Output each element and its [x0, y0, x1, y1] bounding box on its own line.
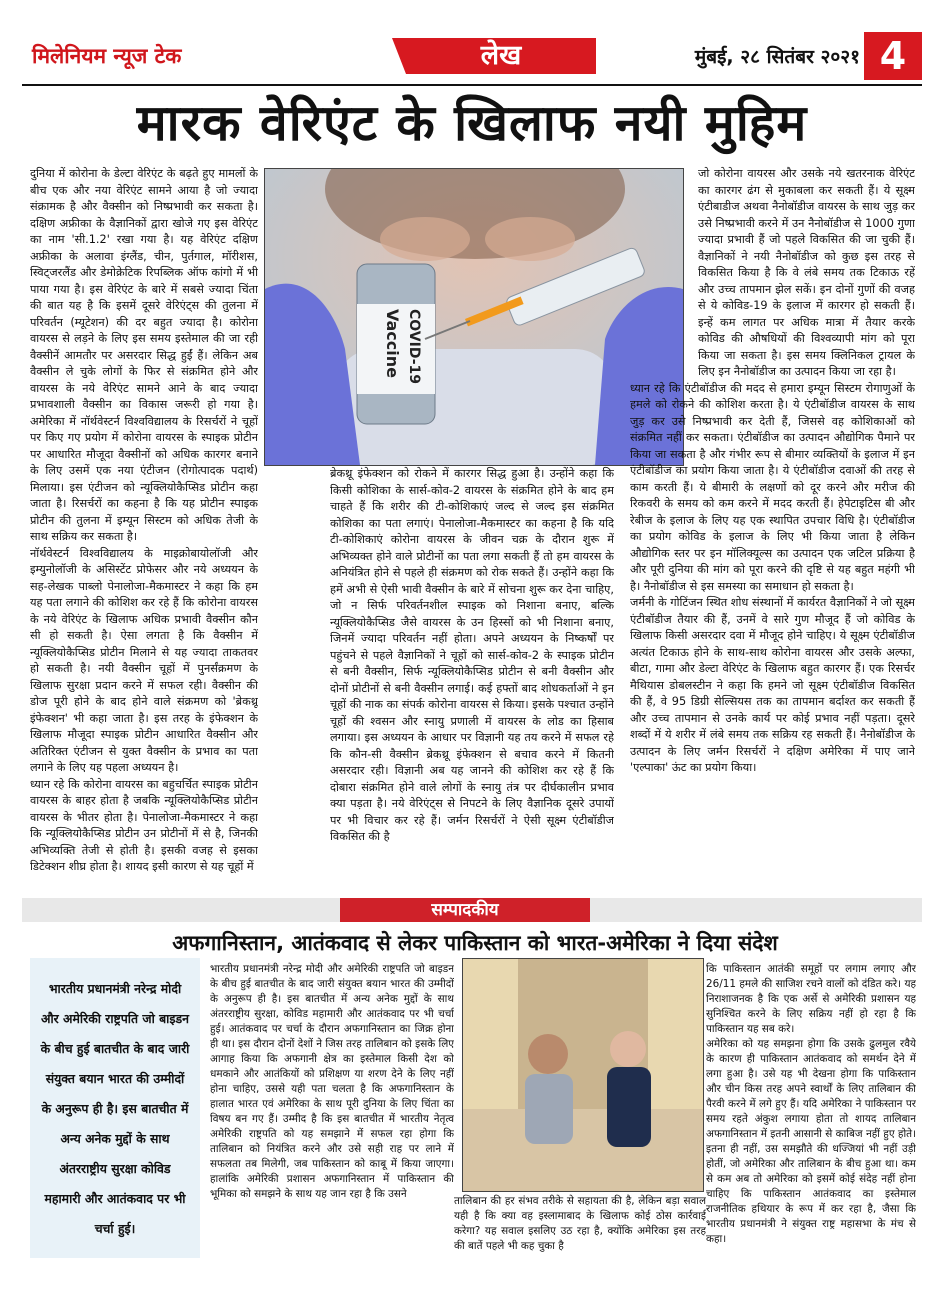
- article-column-1: [30, 166, 258, 888]
- page-number: 4: [864, 32, 922, 80]
- leaders-photo: [462, 958, 704, 1192]
- pull-quote-text: भारतीय प्रधानमंत्री नरेन्द्र मोदी और अमेरिकी राष्ट्रपति जो बाइडन के बीच हुई बातचीत के बाद जारी संयुक्त बयान भारत की उम्मीदों के अनुरूप ही है। इस बातचीत में अन्य अनेक मुद्दों के साथ अंतरराष्ट्रीय सुरक्षा कोविड महामारी और आतंकवाद पर भी चर्चा हुई।: [40, 981, 190, 1236]
- vaccine-photo: [264, 168, 684, 466]
- section-label: लेख: [406, 38, 596, 74]
- article-paragraph: ब्रेकथ्रू इंफेक्शन को रोकने में कारगर सिद्ध हुआ है। उन्होंने कहा कि किसी कोशिका के सार्स-कोव-2 वायरस के संक्रमित होने के बाद हम चाहते हैं कि शरीर की टी-कोशिकाएं जल्द से जल्द इस संक्रमित कोशिका का पता लगाएं। पेनालोजा-मैकमास्टर का कहना है कि यदि टी-कोशिकाएं कोरोना वायरस के जीवन चक्र के दौरान शुरू में अभिव्यक्त होने वाले प्रोटीनों का पता लगा सकती हैं तो हम वायरस के अनियंत्रित होने से पहले ही संक्रमण को रोक सकते हैं। उन्होंने कहा कि हमें अभी से ऐसी भावी वैक्सीन के बारे में सोचना शुरू कर देना चाहिए, जो न सिर्फ परिवर्तनशील स्पाइक को निशाना बनाए, बल्कि न्यूक्लियोकैप्सिड जैसे वायरस के उन हिस्सों को भी निशाना बनाए, जिनमें ज्यादा परिवर्तन नहीं होता। अपने अध्ययन के निष्कर्षों पर पहुंचने से पहले वैज्ञानिकों ने चूहों को सार्स-कोव-2 के स्पाइक प्रोटीन से बनी वैक्सीन, सिर्फ न्यूक्लियोकैप्सिड प्रोटीन से बनी वैक्सीन और दोनों प्रोटीनों से बनी वैक्सीन लगाई। कई हफ्तों बाद शोधकर्ताओं ने इन चूहों की नाक का संपर्क कोरोना वायरस से किया। इसके पश्चात उन्होंने चूहों की श्वसन और स्नायु प्रणाली में वायरस के लोड का हिसाब लगाया। इस अध्ययन के आधार पर विज्ञानी यह तय करने में सफल रहे कि कौन-सी वैक्सीन ब्रेकथ्रू इंफेक्शन से बचाव करने में कितनी असरदार रही। विज्ञानी अब यह जानने की कोशिश कर रहे हैं कि दोबारा संक्रमित होने वाले लोगों के स्नायु तंत्र पर दीर्घकालीन प्रभाव क्या पड़ता है। नये वेरिएंट्स से निपटने के लिए वैज्ञानिक दूसरे उपायों पर भी विचार कर रहे हैं। जर्मन रिसर्चरों ने ऐसी सूक्ष्म एंटीबॉडीज विकसित की है: [330, 467, 614, 843]
- editorial-paragraph: कि पाकिस्तान आतंकी समूहों पर लगाम लगाए और 26/11 हमले की साजिश रचने वालों को दंडित करे। यह निराशाजनक है कि एक अर्से से अमेरिकी प्रशासन यह सुनिश्चित करने के लिए सक्रिय नहीं हो रहा है कि पाकिस्तान यह सब करे।: [706, 963, 916, 1035]
- article-paragraph: ध्यान रहे कि कोरोना वायरस का बहुचर्चित स्पाइक प्रोटीन वायरस के बाहर होता है जबकि न्यूक्लियोकैप्सिड प्रोटीन वायरस के भीतर होता है। पेनालोजा-मैकमास्टर ने कहा कि न्यूक्लियोकैप्सिड प्रोटीन उन प्रोटीनों में से है, जिनकी अभिव्यक्ति तेजी से होती है। इसकी वजह से इसका डिटेक्शन शीघ्र होता है। शायद इसी कारण से यह चूहों में: [30, 777, 258, 873]
- article-paragraph: जर्मनी के गोटिंजन स्थित शोध संस्थानों में कार्यरत वैज्ञानिकों ने जो सूक्ष्म एंटीबॉडीज तैयार की हैं, उनमें वे सारे गुण मौजूद हैं जो कोविड के खिलाफ किसी असरदार दवा में मौजूद होने चाहिए। ये सूक्ष्म एंटीबॉडीज अत्यंत टिकाऊ होने के साथ-साथ कोरोना वायरस और उसके अल्फा, बीटा, गामा और डेल्टा वेरिएंट के खिलाफ बहुत कारगर हैं। एक रिसर्चर मैथियास डोबलस्टीन ने कहा कि हमने जो सूक्ष्म एंटीबॉडीज विकसित की हैं, वे 95 डिग्री सेल्सियस तक का तापमान बर्दाश्त कर सकती हैं और उच्च तापमान से उनके कार्य पर कोई प्रभाव नहीं पड़ता। दूसरे शब्दों में ये शरीर में लंबे समय तक सक्रिय रह सकती हैं। नैनोबॉडीज के उत्पादन के लिए जर्मन रिसर्चरों ने दक्षिण अमेरिका में पाए जाने 'एल्पाका' ऊंट का प्रयोग किया।: [630, 596, 915, 774]
- dateline: मुंबई, २८ सितंबर २०२१: [694, 46, 860, 68]
- editorial-column-1: [210, 962, 454, 1254]
- article-headline: मारक वेरिएंट के खिलाफ नयी मुहिम: [136, 94, 808, 152]
- masthead: [22, 32, 922, 82]
- vaccine-illustration: [265, 169, 683, 465]
- vial-label-covid: COVID-19: [406, 309, 422, 385]
- article-column-3: [630, 166, 915, 888]
- article-paragraph: ध्यान रहे कि एंटीबॉडीज की मदद से हमारा इम्यून सिस्टम रोगाणुओं के हमले को रोकने की कोशिश करता है। ये एंटीबॉडीज वायरस के साथ जुड़ कर उसे निष्प्रभावी कर देती हैं, जिससे वह कोशिकाओं को संक्रमित नहीं कर सकता। एंटीबॉडीज का उत्पादन औद्योगिक पैमाने पर किया जा सकता है और गंभीर रूप से बीमार व्यक्तियों के इलाज में इन एंटीबॉडीज का प्रयोग किया जाता है। ये एंटीबॉडीज दवाओं की तरह से काम करती हैं। ये बीमारी के लक्षणों को दूर करने और मरीज की रिकवरी के समय को कम करने में मदद करती हैं। हेपेटाइटिस बी और रेबीज के इलाज के लिए यह एक स्थापित उपचार विधि है। एंटीबॉडीज का प्रयोग कोविड के इलाज के लिए भी किया जाता है लेकिन औद्योगिक स्तर पर इन मॉलिक्यूल्स का उत्पादन एक जटिल प्रक्रिया है और पूरी दुनिया की मांग को पूरा करने की दृष्टि से यह बहुत महंगी भी है। नैनोबॉडीज से इस समस्या का समाधान हो सकता है।: [630, 381, 915, 593]
- editorial-column-3: [706, 962, 916, 1254]
- article-column-2: [330, 466, 614, 888]
- editorial-headline: अफगानिस्तान, आतंकवाद से लेकर पाकिस्तान को भारत-अमेरिका ने दिया संदेश: [172, 931, 778, 955]
- editorial-paragraph: भारतीय प्रधानमंत्री नरेन्द्र मोदी और अमेरिकी राष्ट्रपति जो बाइडन के बीच हुई बातचीत के बाद जारी संयुक्त बयान भारत की उम्मीदों के अनुरूप ही है। इस बातचीत में अन्य अनेक मुद्दों के साथ अंतरराष्ट्रीय सुरक्षा, कोविड महामारी और आतंकवाद पर भी चर्चा हुई। आतंकवाद पर चर्चा के दौरान अफगानिस्तान का जिक्र होना ही था। इस दौरान दोनों देशों ने जिस तरह तालिबान को इसके लिए आगाह किया कि अफगानी क्षेत्र का इस्तेमाल किसी देश को धमकाने और आतंकियों को प्रशिक्षण या शरण देने के लिए नहीं होना चाहिए, उससे यही पता चलता है कि अफगानिस्तान के हालात भारत एवं अमेरिका के साथ पूरी दुनिया के लिए चिंता का विषय बन गए हैं। उम्मीद है कि इस बातचीत में भारतीय नेतृत्व अमेरिकी राष्ट्रपति को यह समझाने में सफल रहा होगा कि तालिबान को नियंत्रित करने और उसे सही राह पर लाने में सफलता तब मिलेगी, जब पाकिस्तान को काबू में किया जाएगा। हालांकि अमेरिकी प्रशासन अफगानिस्तान में पाकिस्तान की भूमिका को समझने के साथ यह जान रहा है कि उसने: [210, 963, 454, 1200]
- article-paragraph: जो कोरोना वायरस और उसके नये खतरनाक वेरिएंट का कारगर ढंग से मुकाबला कर सकती हैं। ये सूक्ष्म एंटीबाडीज अथवा नैनोबॉडीज वायरस के साथ जुड़ कर उसे निष्प्रभावी करने में उन नैनोबॉडीज से 1000 गुणा ज्यादा प्रभावी हैं जो पहले विकसित की जा चुकी हैं। वैज्ञानिकों ने नयी नैनोबॉडीज को कुछ इस तरह से विकसित किया है कि वे लंबे समय तक टिकाऊ रहें और उच्च तापमान झेल सकें। इन दोनों गुणों की वजह से ये कोविड-19 के इलाज में कारगर हो सकती हैं। इन्हें कम लागत पर अधिक मात्रा में तैयार करके कोविड की औषधियों की विश्वव्यापी मांग को पूरा किया जा सकता है। इस समय क्लिनिकल ट्रायल के लिए इन नैनोबॉडीज का उत्पादन किया जा रहा है।: [698, 167, 915, 378]
- editorial-paragraph: अमेरिका को यह समझना होगा कि उसके ढुलमुल रवैये के कारण ही पाकिस्तान आतंकवाद को समर्थन देने में लगा हुआ है। उसे यह भी देखना होगा कि पाकिस्तान और चीन किस तरह अपने स्वार्थों के लिए तालिबान की पैरवी करने में लगे हुए हैं। यदि अमेरिका ने पाकिस्तान पर समय रहते अंकुश लगाया होता तो शायद तालिबान अफगानिस्तान में इतनी आसानी से काबिज नहीं हुए होते। इतना ही नहीं, उस समझौते की धज्जियां भी नहीं उड़ी होतीं, जो अमेरिका और तालिबान के बीच हुआ था। कम से कम अब तो अमेरिका को इसमें कोई संदेह नहीं होना चाहिए कि पाकिस्तान आतंकवाद का इस्तेमाल राजनीतिक हथियार के रूप में कर रहा है, जैसा कि भारतीय प्रधानमंत्री ने संयुक्त राष्ट्र महासभा के मंच से कहा।: [706, 1038, 916, 1245]
- article-paragraph: नॉर्थवेस्टर्न विश्वविद्यालय के माइक्रोबायोलॉजी और इम्युनोलॉजी के असिस्टेंट प्रोफेसर और नये अध्ययन के सह-लेखक पाब्लो पेनालोजा-मैकमास्टर ने कहा कि हम यह पता लगाने की कोशिश कर रहे हैं कि कोरोना वायरस के नये वेरिएंट के खिलाफ अधिक प्रभावी वैक्सीन कौन सी हो सकती है। ऐसा लगता है कि वैक्सीन में न्यूक्लियोकैप्सिड प्रोटीन मिलाने से यह ज्यादा ताकतवर हो सकती है। नयी वैक्सीन चूहों में पुनर्संक्रमण के खिलाफ सुरक्षा प्रदान करने में सफल रही। वैक्सीन की डोज पूरी होने के बाद होने वाले संक्रमण को 'ब्रेकथ्रू इंफेक्शन' भी कहा जाता है। इस तरह के इंफेक्शन के खिलाफ मौजूदा स्पाइक प्रोटीन आधारित वैक्सीन और अतिरिक्त एंटीजन से युक्त वैक्सीन के प्रभाव का पता लगाने के लिए यह पहला अध्ययन है।: [30, 546, 258, 774]
- editorial-paragraph: तालिबान की हर संभव तरीके से सहायता की है, लेकिन बड़ा सवाल यही है कि क्या वह इस्लामाबाद के खिलाफ कोई ठोस कार्रवाई करेगा? यह सवाल इसलिए उठ रहा है, क्योंकि अमेरिका इस तरह की बातें पहले भी कह चुका है: [454, 1195, 706, 1252]
- editorial-section-label: सम्पादकीय: [431, 900, 499, 920]
- masthead-divider: [22, 84, 922, 86]
- article-paragraph: दुनिया में कोरोना के डेल्टा वेरिएंट के बढ़ते हुए मामलों के बीच एक और नया वेरिएंट सामने आया है जो ज्यादा संक्रामक है और वैक्सीन को निष्प्रभावी कर सकता है। दक्षिण अफ्रीका के वैज्ञानिकों द्वारा खोजे गए इस वेरिएंट का नाम 'सी.1.2' रखा गया है। यह वेरिएंट दक्षिण अफ्रीका के अलावा इंग्लैंड, चीन, पुर्तगाल, मॉरीशस, स्विट्जरलैंड और डेमोक्रेटिक रिपब्लिक ऑफ कांगो में भी पाया गया है। इस वेरिएंट के बारे में सबसे ज्यादा चिंता की बात यह है कि इसमें दूसरे वेरिएंट्स की तुलना में परिवर्तन (म्यूटेशन) की दर बहुत ज्यादा है। कोरोना वायरस से लड़ने के लिए इस समय इस्तेमाल की जा रही वैक्सीनें आमतौर पर असरदार सिद्ध हुईं हैं। लेकिन अब वैक्सीन ले चुके लोगों के फिर से संक्रमित होने और वायरस के नये वेरिएंट सामने आने के बाद ज्यादा प्रभावशाली वैक्सीन का विकास जरूरी हो गया है। अमेरिका में नॉर्थवेस्टर्न विश्वविद्यालय के रिसर्चरों ने चूहों पर किए गए प्रयोग में कोरोना वायरस के स्पाइक प्रोटीन पर आधारित मौजूदा वैक्सीनों को अधिक कारगर बनाने के लिए उसमें एक नया एंटीजन (रोगोत्पादक पदार्थ) मिलाया। इस एंटीजन को न्यूक्लियोकैप्सिड प्रोटीन कहा जाता है। रिसर्चरों का कहना है कि यह प्रोटीन स्पाइक प्रोटीन की तुलना में इम्यून सिस्टम को अधिक तेजी के साथ सक्रिय कर सकता है।: [30, 167, 258, 543]
- vial-label-vaccine: Vaccine: [383, 309, 402, 378]
- editorial-column-2: [454, 1194, 706, 1254]
- brand-name: मिलेनियम न्यूज टेक: [32, 38, 247, 74]
- leaders-meeting-illustration: [463, 959, 703, 1191]
